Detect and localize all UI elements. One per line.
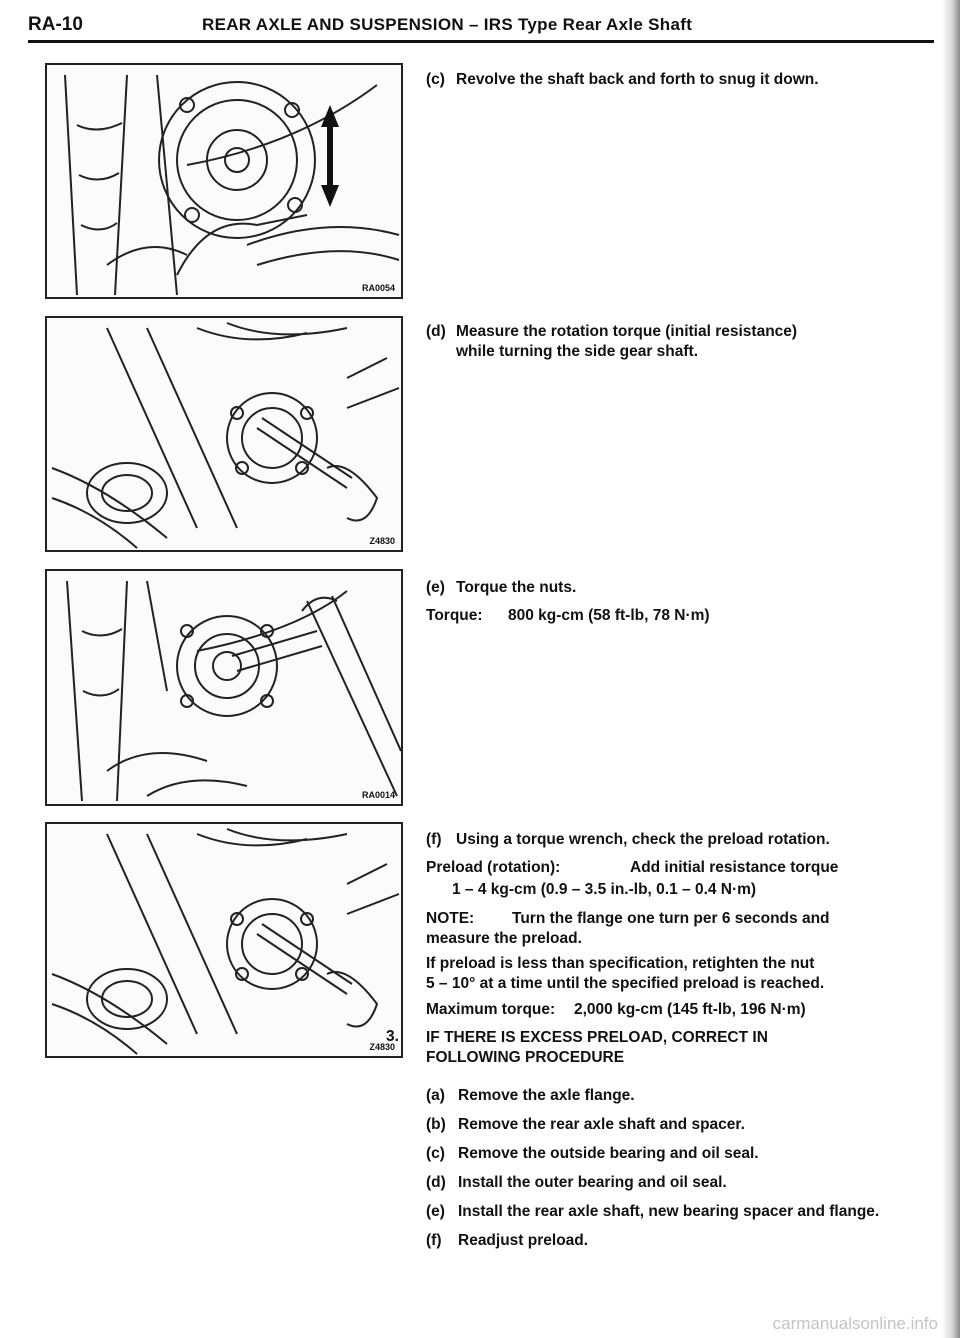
item-label: (e) [426,1203,445,1220]
list-item [426,1173,931,1193]
note-label: NOTE: [426,910,475,927]
step-c [426,70,931,90]
preload-label: Preload (rotation): [426,859,561,876]
preload-add-text: Add initial resistance torque [630,859,839,876]
figure-torque-nuts [45,569,403,806]
list-item [426,1144,931,1164]
figure-measure-torque [45,316,403,552]
watermark-text: carmanualsonline.info [772,1314,938,1333]
item-text: Remove the rear axle shaft and spacer. [458,1116,745,1133]
item-text: Remove the outside bearing and oil seal. [458,1145,759,1162]
list-item [426,1231,931,1251]
step-label: (f) [426,831,442,848]
figure-code: Z4830 [369,1042,395,1052]
section-title [202,15,692,35]
figure-check-preload [45,822,403,1058]
max-torque-value: 2,000 kg-cm (145 ft-lb, 196 N·m) [574,1001,806,1018]
section-3-title-line2: FOLLOWING PROCEDURE [426,1049,625,1066]
list-item [426,1115,931,1135]
item-label: (f) [426,1232,442,1249]
section-title-main: REAR AXLE AND SUSPENSION [202,15,464,34]
procedure-list [426,1086,931,1260]
item-label: (c) [426,1145,445,1162]
note-text: Turn the flange one turn per 6 seconds and [512,910,830,927]
retighten-text-cont: 5 – 10° at a time until the specified preload is reached. [426,975,825,992]
section-number: 3. [386,1028,399,1045]
figure-code: Z4830 [369,536,395,546]
step-d [426,322,931,362]
illustration-check-preload [47,824,401,1056]
figure-code: RA0014 [361,790,395,800]
figure-code: RA0054 [361,283,395,293]
item-label: (b) [426,1116,446,1133]
illustration-torque-nuts [47,571,401,804]
step-text: Torque the nuts. [456,579,577,596]
retighten-text: If preload is less than specification, retighten the nut [426,955,815,972]
step-e [426,578,931,598]
step-text: Revolve the shaft back and forth to snug it down. [456,71,819,88]
page-number: RA-10 [28,14,83,35]
max-torque-label: Maximum torque: [426,1001,556,1018]
preload-value: 1 – 4 kg-cm (0.9 – 3.5 in.-lb, 0.1 – 0.4 N·m) [452,881,757,898]
item-label: (a) [426,1087,445,1104]
section-subtitle: – IRS Type Rear Axle Shaft [468,15,693,34]
step-f [426,830,931,850]
illustration-flange-rotate [47,65,401,297]
section-3-title [426,1028,926,1068]
scan-edge-shadow [942,0,960,1338]
step-text: Measure the rotation torque (initial resistance) [456,323,798,340]
item-text: Remove the axle flange. [458,1087,635,1104]
note-text-cont: measure the preload. [426,930,582,947]
figure-flange-rotate [45,63,403,299]
item-text: Install the outer bearing and oil seal. [458,1174,727,1191]
item-text: Readjust preload. [458,1232,589,1249]
step-text: Using a torque wrench, check the preload rotation. [456,831,830,848]
torque-spec-label: Torque: [426,607,483,624]
item-label: (d) [426,1174,446,1191]
page-header [28,10,934,43]
step-label: (c) [426,71,445,88]
step-text-cont: while turning the side gear shaft. [456,343,699,360]
item-text: Install the rear axle shaft, new bearing spacer and flange. [458,1203,880,1220]
step-label: (d) [426,323,446,340]
section-3-title-line1: IF THERE IS EXCESS PRELOAD, CORRECT IN [426,1029,768,1046]
torque-spec-value: 800 kg-cm (58 ft-lb, 78 N·m) [508,607,710,624]
step-label: (e) [426,579,445,596]
illustration-measure-torque [47,318,401,550]
list-item [426,1202,931,1222]
list-item [426,1086,931,1106]
